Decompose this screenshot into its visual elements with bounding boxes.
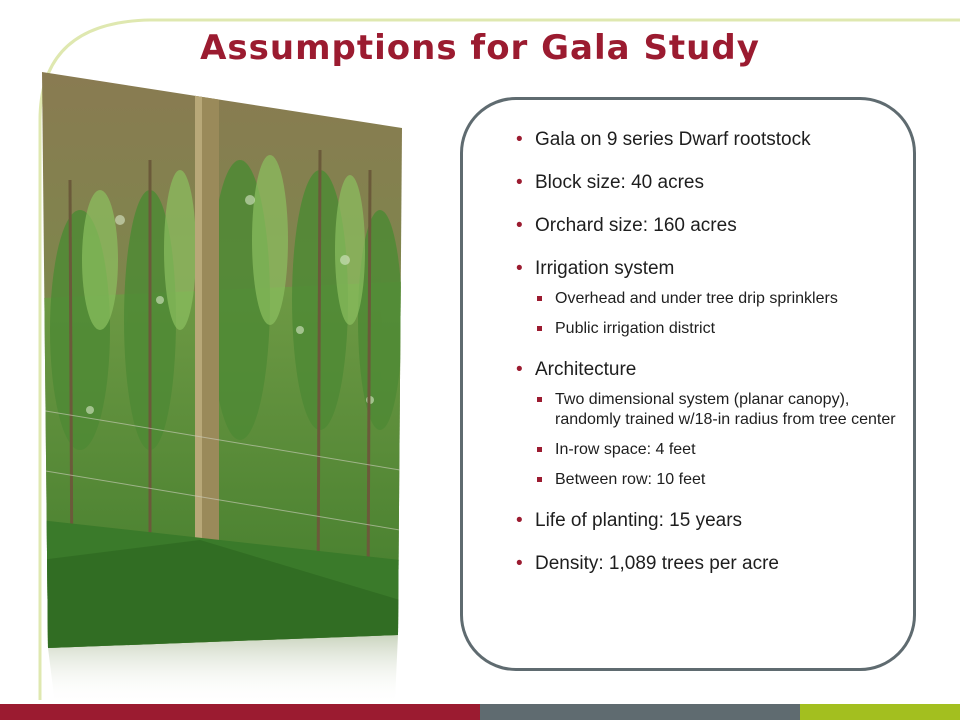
sub-bullet-text: In-row space: 4 feet (555, 441, 696, 458)
sub-bullet-text: Between row: 10 feet (555, 471, 706, 488)
bullet-text: Irrigation system (535, 258, 675, 279)
bullet-item (515, 257, 915, 339)
bullet-text: Orchard size: 160 acres (535, 215, 737, 236)
sub-bullet-text: Two dimensional system (planar canopy), randomly trained w/18-in radius from tree center (555, 391, 896, 428)
sub-bullet-list (535, 289, 915, 339)
footer-segment-gray (480, 704, 800, 720)
sub-bullet-item (535, 440, 915, 460)
bullet-text: Architecture (535, 359, 637, 380)
sub-bullet-item (535, 390, 915, 430)
sub-bullet-text: Overhead and under tree drip sprinklers (555, 290, 838, 307)
bullet-dot-icon: • (516, 129, 523, 150)
bullet-item (515, 171, 915, 195)
bullet-item (515, 214, 915, 238)
bullet-item (515, 358, 915, 490)
sub-bullet-text: Public irrigation district (555, 320, 716, 337)
sub-bullet-item (535, 470, 915, 490)
bullet-dot-icon: • (516, 172, 523, 193)
bullet-text: Density: 1,089 trees per acre (535, 553, 779, 574)
square-bullet-icon (537, 477, 542, 482)
square-bullet-icon (537, 397, 542, 402)
bullet-item (515, 552, 915, 576)
square-bullet-icon (537, 447, 542, 452)
square-bullet-icon (537, 296, 542, 301)
bullet-item (515, 128, 915, 152)
sub-bullet-list (535, 390, 915, 490)
sub-bullet-item (535, 289, 915, 309)
content-panel (460, 97, 916, 671)
bullet-dot-icon: • (516, 258, 523, 279)
bullet-list (515, 128, 915, 595)
bullet-dot-icon: • (516, 215, 523, 236)
bullet-item (515, 509, 915, 533)
bullet-text: Gala on 9 series Dwarf rootstock (535, 129, 811, 150)
bullet-dot-icon: • (516, 359, 523, 380)
orchard-photo (0, 0, 440, 720)
bullet-text: Life of planting: 15 years (535, 510, 743, 531)
bullet-dot-icon: • (516, 553, 523, 574)
footer-bar (0, 704, 960, 720)
slide-title: Assumptions for Gala Study (200, 28, 760, 68)
sub-bullet-item (535, 319, 915, 339)
footer-segment-green (800, 704, 960, 720)
footer-segment-red (0, 704, 480, 720)
square-bullet-icon (537, 326, 542, 331)
bullet-text: Block size: 40 acres (535, 172, 704, 193)
bullet-dot-icon: • (516, 510, 523, 531)
